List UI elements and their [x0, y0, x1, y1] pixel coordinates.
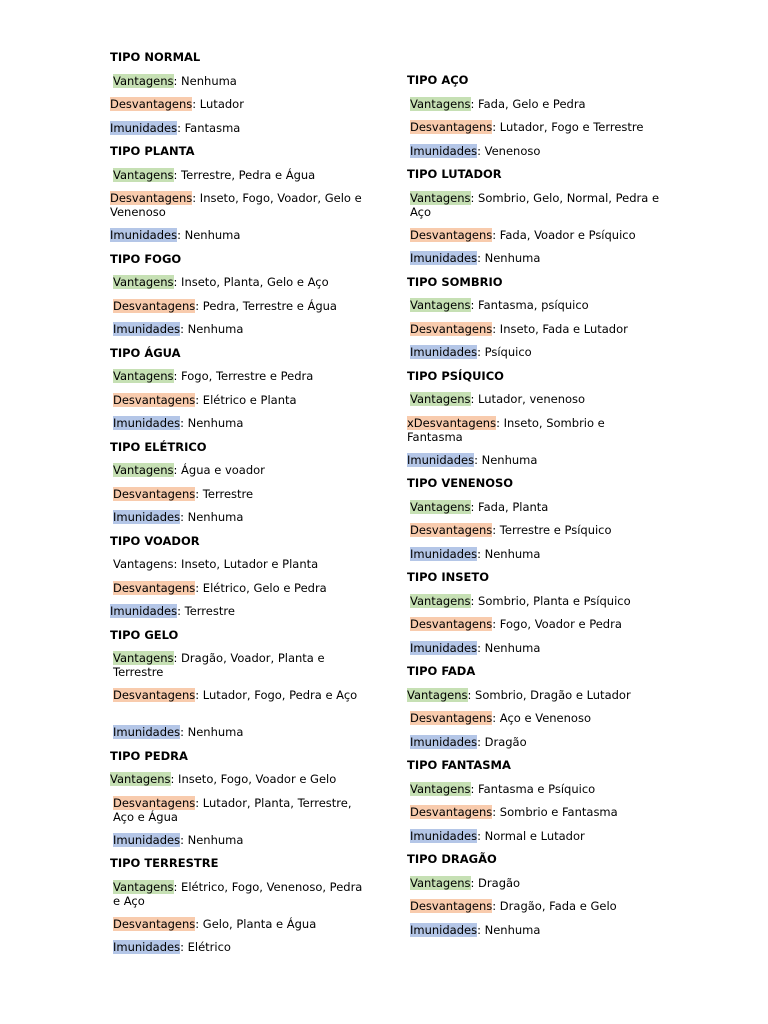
immunities-line: [407, 453, 662, 477]
type-heading: TIPO PEDRA: [110, 748, 188, 763]
category-label: Desvantagens: [410, 617, 493, 631]
category-values: : Nenhuma: [180, 725, 244, 739]
category-label: Imunidades: [113, 940, 181, 954]
immunities-line: [407, 547, 662, 571]
type-block: [110, 856, 365, 964]
type-block: [110, 346, 365, 440]
category-label: Desvantagens: [113, 688, 196, 702]
type-block: [110, 749, 365, 857]
category-label: Desvantagens: [113, 486, 196, 501]
type-heading: TIPO LUTADOR: [407, 167, 502, 181]
category-values: : Fantasma, psíquico: [470, 298, 589, 312]
advantages-line: [110, 651, 365, 688]
disadvantages-line: [110, 917, 365, 941]
category-values: : Dragão, Fada e Gelo: [492, 899, 617, 913]
advantages-line: [407, 298, 662, 322]
category-values: : Terrestre, Pedra e Água: [173, 167, 316, 182]
category-values: : Fada, Planta: [470, 499, 549, 514]
category-values: : Normal e Lutador: [477, 828, 585, 843]
type-block: [407, 275, 662, 369]
disadvantages-line: [407, 416, 662, 453]
immunities-line: [110, 604, 365, 628]
category-label: Vantagens: [410, 298, 471, 312]
immunities-line: [407, 923, 662, 947]
advantages-line: [407, 392, 662, 416]
category-label: Vantagens: [113, 463, 174, 477]
category-label: Imunidades: [410, 640, 478, 655]
disadvantages-line: [110, 796, 365, 833]
category-label: Desvantagens: [410, 227, 493, 242]
category-values: : Fada, Gelo e Pedra: [470, 96, 586, 111]
type-block: [407, 476, 662, 570]
advantages-line: [407, 688, 662, 712]
category-label: Desvantagens: [410, 120, 493, 134]
category-values: : Nenhuma: [173, 73, 237, 88]
type-block: [110, 144, 365, 252]
type-block: [407, 73, 662, 167]
category-label: Imunidades: [110, 120, 178, 135]
category-label: Imunidades: [410, 143, 478, 158]
disadvantages-line: [110, 688, 365, 725]
immunities-line: [407, 251, 662, 275]
category-values: : Nenhuma: [180, 510, 244, 524]
type-heading: TIPO FADA: [407, 664, 476, 678]
advantages-line: [110, 275, 365, 299]
category-label: Desvantagens: [113, 916, 196, 931]
type-block: [407, 167, 662, 275]
category-values: : Fogo, Terrestre e Pedra: [173, 369, 314, 383]
type-block: [110, 440, 365, 534]
type-heading: TIPO PLANTA: [110, 144, 195, 158]
category-values: : Fantasma: [177, 120, 241, 135]
category-values: : Psíquico: [477, 345, 532, 359]
disadvantages-line: [407, 805, 662, 829]
advantages-line: [407, 594, 662, 618]
category-label: Imunidades: [407, 452, 475, 467]
immunities-line: [110, 416, 365, 440]
category-label: Vantagens: [410, 96, 471, 111]
immunities-line: [110, 322, 365, 346]
category-label: Desvantagens: [410, 899, 493, 913]
category-values: : Sombrio e Fantasma: [492, 805, 618, 819]
category-label: Vantagens: [407, 687, 468, 702]
category-values: : Nenhuma: [180, 416, 244, 430]
immunities-line: [110, 833, 365, 857]
category-label: Imunidades: [410, 345, 478, 359]
advantages-line: [407, 97, 662, 121]
type-block: [407, 369, 662, 477]
category-values: : Lutador, Planta, Terrestre, Aço e Água: [113, 795, 352, 824]
category-values: : Nenhuma: [477, 251, 541, 265]
advantages-line: [110, 369, 365, 393]
category-label: Vantagens: [410, 593, 471, 608]
category-label: Desvantagens: [410, 805, 493, 819]
immunities-line: [407, 345, 662, 369]
disadvantages-line: [407, 322, 662, 346]
category-label: Vantagens: [113, 369, 174, 383]
type-block: [110, 534, 365, 628]
category-values: : Elétrico e Planta: [195, 392, 297, 407]
category-label: Imunidades: [113, 725, 181, 739]
category-label: Imunidades: [410, 546, 478, 561]
category-values: : Nenhuma: [474, 452, 538, 467]
type-heading: TIPO AÇO: [407, 73, 469, 87]
category-label: Desvantagens: [113, 580, 196, 595]
immunities-line: [407, 735, 662, 759]
type-heading: TIPO INSETO: [407, 570, 489, 584]
advantages-line: [407, 782, 662, 806]
category-values: : Pedra, Terrestre e Água: [195, 298, 337, 313]
disadvantages-line: [407, 523, 662, 547]
category-values: : Fogo, Voador e Pedra: [492, 617, 622, 631]
category-label: Desvantagens: [113, 392, 196, 407]
type-block: [407, 664, 662, 758]
disadvantages-line: [110, 581, 365, 605]
advantages-line: [110, 772, 365, 796]
type-heading: TIPO PSÍQUICO: [407, 368, 504, 383]
advantages-line: [407, 191, 662, 228]
advantages-line: [110, 74, 365, 98]
category-label: Vantagens: [410, 499, 471, 514]
category-values: : Lutador: [192, 97, 244, 111]
type-block: [110, 50, 365, 144]
type-heading: TIPO NORMAL: [110, 50, 201, 64]
category-label: Imunidades: [113, 322, 181, 336]
type-block: [110, 252, 365, 346]
category-values: : Fantasma e Psíquico: [470, 781, 596, 796]
category-label: Imunidades: [110, 604, 178, 618]
type-heading: TIPO VENENOSO: [407, 476, 514, 490]
immunities-line: [110, 725, 365, 749]
category-label: xDesvantagens: [407, 415, 497, 430]
type-heading: TIPO ELÉTRICO: [110, 439, 207, 454]
category-values: : Água e voador: [173, 463, 265, 477]
disadvantages-line: [110, 487, 365, 511]
category-label: Vantagens: [410, 392, 471, 406]
type-heading: TIPO TERRESTRE: [110, 856, 219, 870]
category-values: : Terrestre: [177, 604, 235, 618]
immunities-line: [110, 510, 365, 534]
immunities-line: [110, 228, 365, 252]
disadvantages-line: [110, 299, 365, 323]
advantages-line: [110, 880, 365, 917]
immunities-line: [110, 940, 365, 964]
category-label: Vantagens: [410, 875, 471, 890]
category-label: Vantagens: [113, 73, 174, 88]
category-values: : Inseto, Fogo, Voador, Gelo e Venenoso: [110, 191, 362, 219]
type-heading: TIPO VOADOR: [110, 533, 200, 548]
category-label: Vantagens: [410, 190, 471, 205]
category-label: Vantagens: [110, 772, 171, 786]
disadvantages-line: [407, 228, 662, 252]
immunities-line: [407, 829, 662, 853]
category-label: Desvantagens: [113, 795, 196, 810]
category-values: : Dragão: [470, 875, 521, 890]
category-values: : Dragão: [477, 734, 527, 749]
immunities-line: [407, 641, 662, 665]
type-heading: TIPO DRAGÃO: [407, 852, 497, 866]
advantages-line: [407, 876, 662, 900]
category-values: : Inseto, Sombrio e Fantasma: [407, 415, 605, 444]
category-label: Desvantagens: [410, 523, 493, 537]
category-values: : Nenhuma: [477, 546, 541, 561]
disadvantages-line: [407, 617, 662, 641]
type-block: [110, 628, 365, 749]
category-label: Imunidades: [410, 734, 478, 749]
category-label: Vantagens: [113, 879, 174, 894]
disadvantages-line: [110, 191, 365, 228]
category-values: : Nenhuma: [177, 228, 241, 242]
type-heading: TIPO ÁGUA: [110, 345, 181, 360]
type-heading: TIPO FOGO: [110, 251, 182, 266]
category-label: Vantagens: [113, 651, 174, 665]
category-label: Imunidades: [113, 510, 181, 524]
immunities-line: [110, 121, 365, 145]
left-column: [110, 50, 365, 964]
category-values: : Venenoso: [477, 143, 541, 158]
category-values: : Inseto, Fogo, Voador e Gelo: [170, 772, 337, 786]
category-label: Imunidades: [410, 828, 478, 843]
category-label: Vantagens: [113, 557, 174, 571]
immunities-line: [407, 144, 662, 168]
category-values: : Inseto, Planta, Gelo e Aço: [173, 275, 329, 289]
category-label: Vantagens: [410, 781, 471, 796]
category-values: : Inseto, Fada e Lutador: [492, 321, 628, 336]
type-heading: TIPO GELO: [110, 627, 179, 642]
category-label: Desvantagens: [110, 191, 193, 205]
category-values: : Nenhuma: [477, 922, 541, 937]
advantages-line: [110, 557, 365, 581]
category-values: : Sombrio, Dragão e Lutador: [467, 687, 631, 702]
type-heading: TIPO SOMBRIO: [407, 274, 503, 289]
disadvantages-line: [110, 97, 365, 121]
disadvantages-line: [407, 711, 662, 735]
category-values: : Elétrico, Fogo, Venenoso, Pedra e Aço: [113, 879, 363, 908]
disadvantages-line: [110, 393, 365, 417]
category-values: : Aço e Venenoso: [492, 711, 591, 725]
type-block: [407, 852, 662, 946]
category-values: : Nenhuma: [477, 640, 541, 655]
category-label: Imunidades: [113, 416, 181, 430]
type-block: [407, 570, 662, 664]
category-values: : Elétrico, Gelo e Pedra: [195, 580, 327, 595]
category-label: Desvantagens: [110, 97, 193, 111]
category-values: : Nenhuma: [180, 832, 244, 847]
category-label: Imunidades: [410, 251, 478, 265]
category-label: Desvantagens: [410, 321, 493, 336]
category-label: Vantagens: [113, 275, 174, 289]
category-values: : Dragão, Voador, Planta e Terrestre: [113, 651, 325, 679]
disadvantages-line: [407, 120, 662, 144]
category-values: : Sombrio, Gelo, Normal, Pedra e Aço: [410, 190, 660, 219]
type-heading: TIPO FANTASMA: [407, 758, 511, 772]
category-values: : Inseto, Lutador e Planta: [173, 557, 319, 571]
category-label: Imunidades: [110, 228, 178, 242]
category-values: : Lutador, Fogo, Pedra e Aço: [195, 688, 358, 702]
category-values: : Sombrio, Planta e Psíquico: [470, 593, 631, 608]
category-label: Vantagens: [113, 167, 174, 182]
category-values: : Lutador, Fogo e Terrestre: [492, 120, 644, 134]
disadvantages-line: [407, 899, 662, 923]
category-values: : Terrestre: [195, 486, 254, 501]
advantages-line: [110, 463, 365, 487]
advantages-line: [110, 168, 365, 192]
type-block: [407, 758, 662, 852]
right-column: [407, 73, 662, 946]
category-values: : Lutador, venenoso: [470, 392, 586, 406]
category-label: Desvantagens: [410, 711, 493, 725]
category-label: Desvantagens: [113, 298, 196, 313]
category-values: : Gelo, Planta e Água: [195, 916, 317, 931]
category-values: : Terrestre e Psíquico: [492, 523, 612, 537]
advantages-line: [407, 500, 662, 524]
category-label: Imunidades: [113, 832, 181, 847]
category-values: : Nenhuma: [180, 322, 244, 336]
category-label: Imunidades: [410, 922, 478, 937]
category-values: : Fada, Voador e Psíquico: [492, 227, 636, 242]
category-values: : Elétrico: [180, 940, 231, 954]
